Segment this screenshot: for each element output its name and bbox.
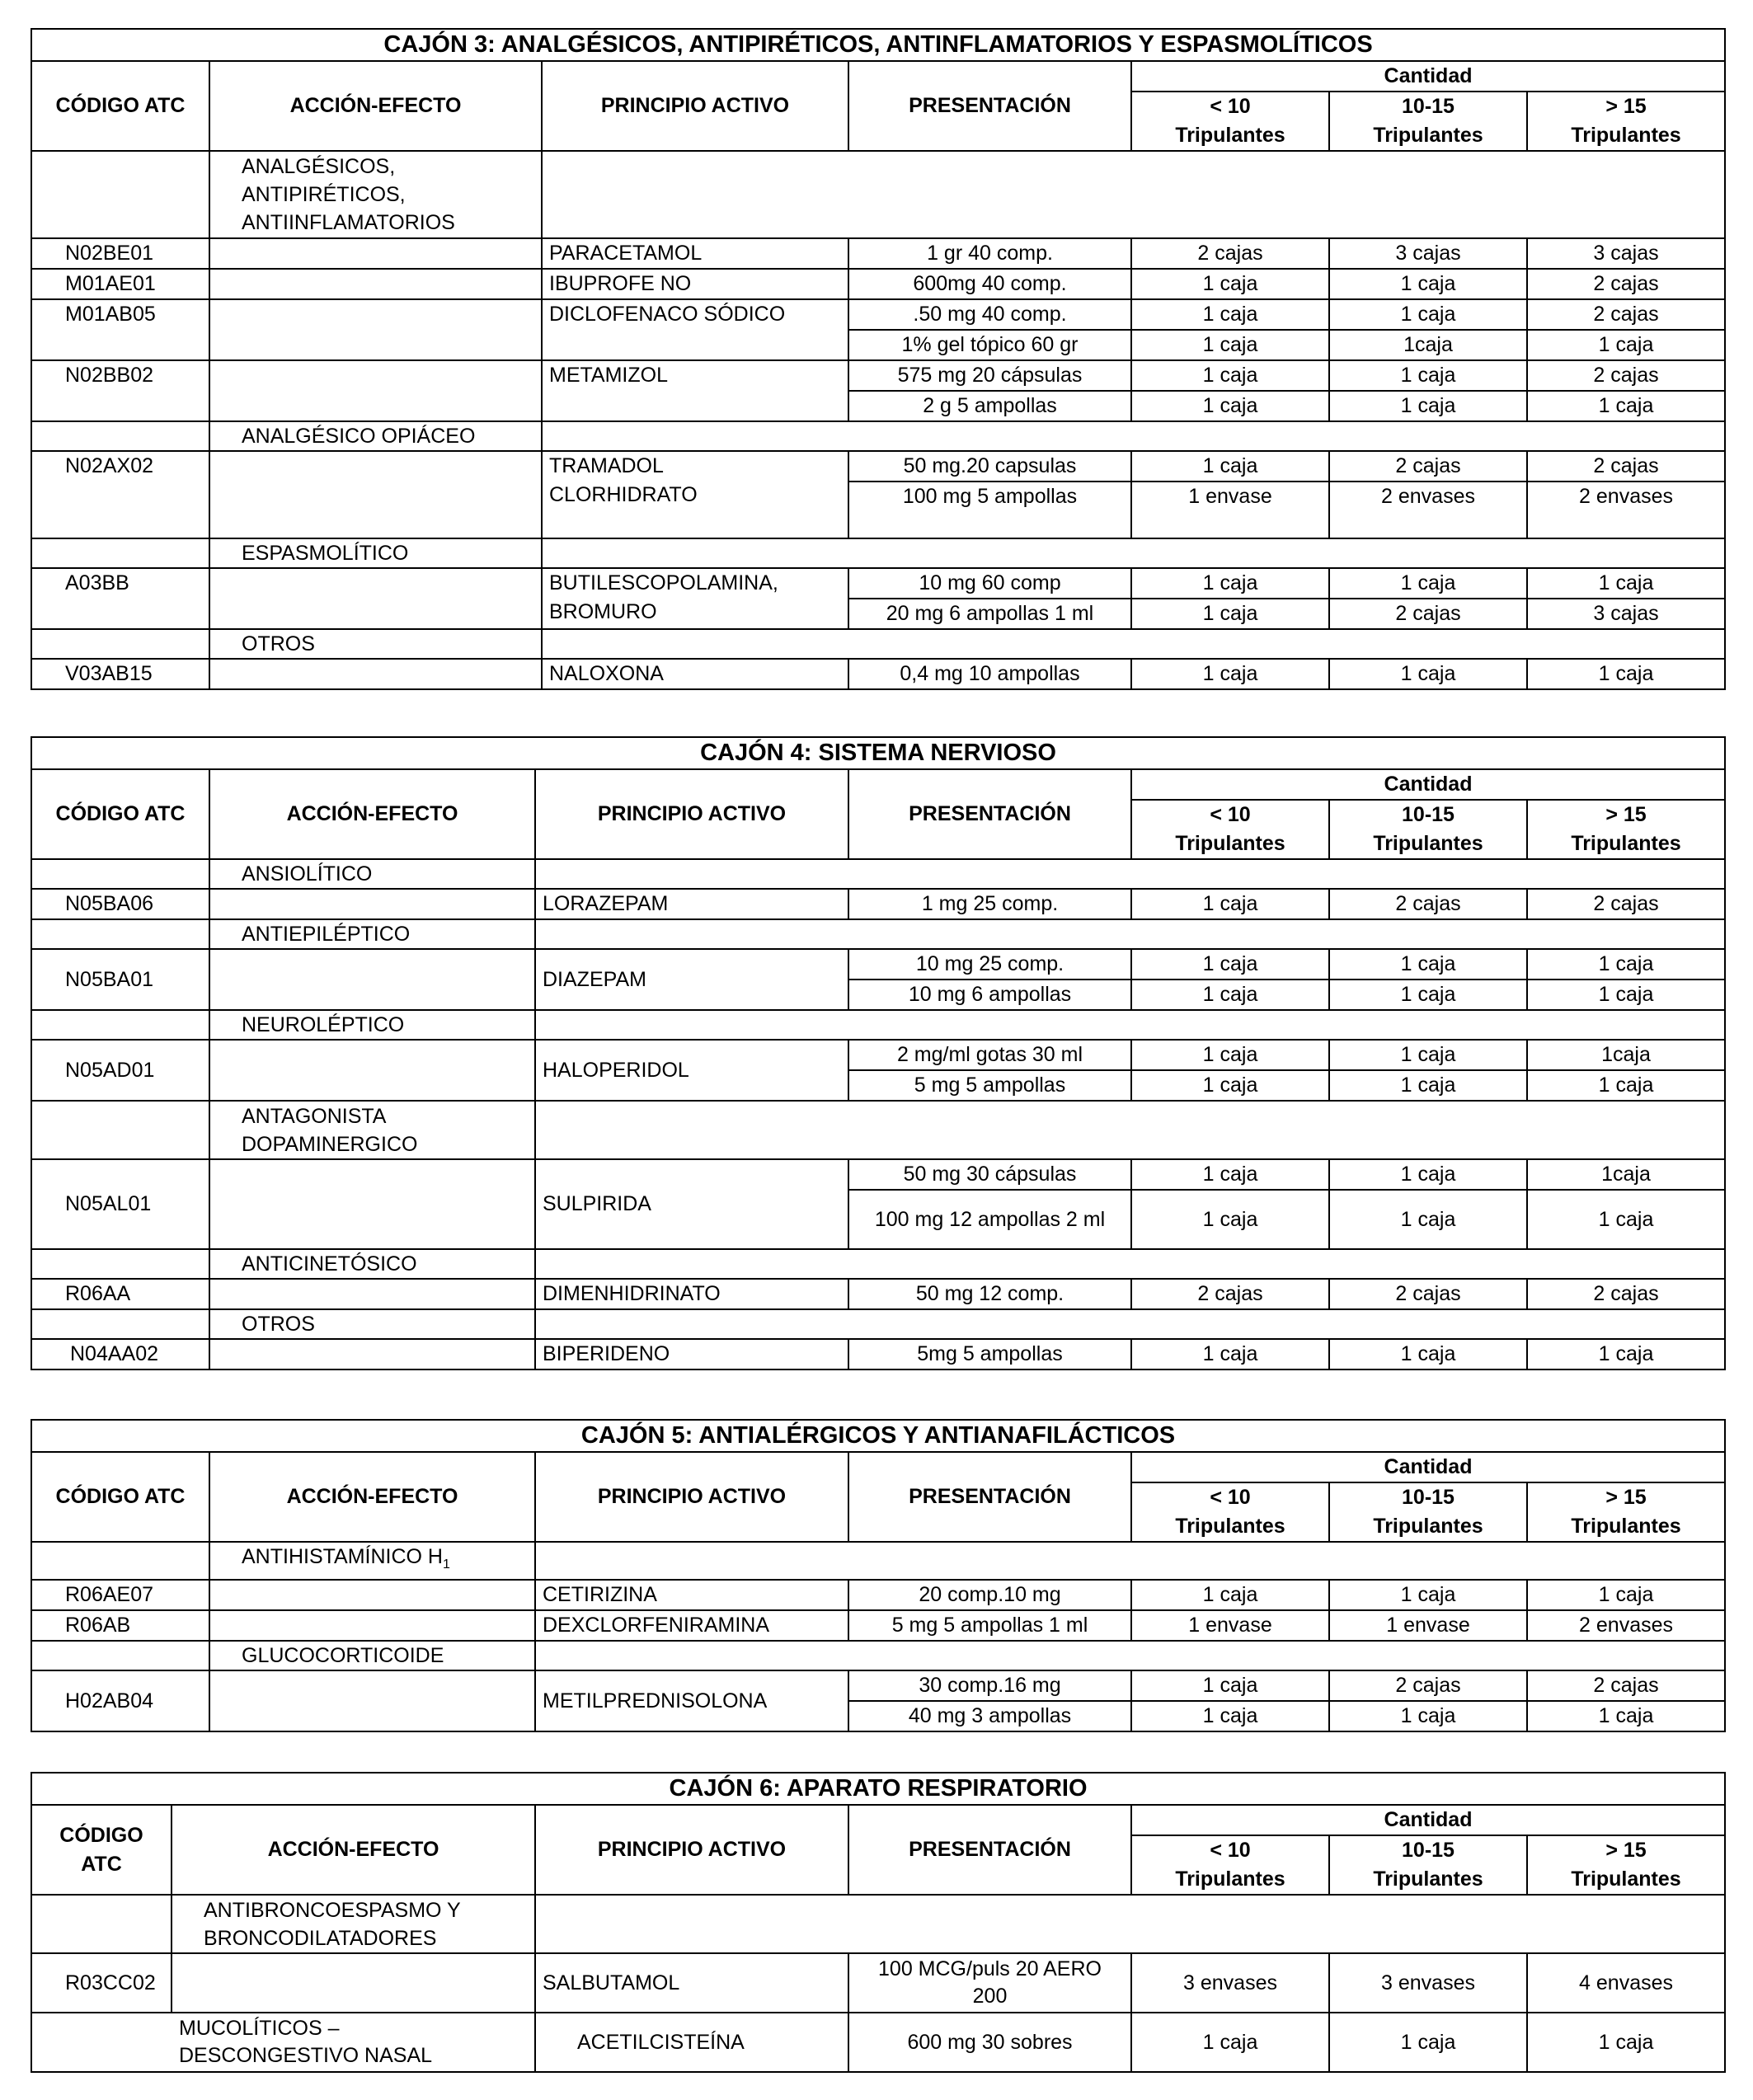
header-lt10: < 10 Tripulantes [1131, 800, 1329, 859]
header-cantidad: Cantidad [1131, 1452, 1725, 1482]
category-label: ANSIOLÍTICO [209, 859, 535, 889]
header-gt15: > 15 Tripulantes [1527, 1482, 1725, 1542]
table-row: N02BB02 METAMIZOL 575 mg 20 cápsulas 1 caja 1 caja 2 cajas [31, 360, 1725, 391]
header-cantidad: Cantidad [1131, 61, 1725, 92]
table-row: R03CC02 SALBUTAMOL 100 MCG/puls 20 AERO 200 3 envases 3 envases 4 envases [31, 1953, 1725, 2013]
category-row [31, 421, 1725, 451]
header-accion: ACCIÓN-EFECTO [172, 1805, 535, 1895]
table-row: N02BE01 PARACETAMOL 1 gr 40 comp. 2 cajas 3 cajas 3 cajas [31, 238, 1725, 269]
table-row: R06AB DEXCLORFENIRAMINA 5 mg 5 ampollas 1 ml 1 envase 1 envase 2 envases [31, 1610, 1725, 1641]
table-row: 100 mg 12 ampollas 2 ml 1 caja 1 caja 1 caja [31, 1190, 1725, 1249]
category-label: ANTICINETÓSICO [209, 1249, 535, 1279]
table-row: M01AE01 IBUPROFE NO 600mg 40 comp. 1 caja 1 caja 2 cajas [31, 269, 1725, 299]
header-accion: ACCIÓN-EFECTO [209, 1452, 535, 1542]
category-row [31, 1010, 1725, 1040]
cajon-3-table [31, 28, 1726, 690]
table-row: V03AB15 NALOXONA 0,4 mg 10 ampollas 1 caja 1 caja 1 caja [31, 659, 1725, 689]
header-accion: ACCIÓN-EFECTO [209, 61, 542, 151]
header-10-15: 10-15 Tripulantes [1329, 92, 1527, 151]
header-gt15: > 15 Tripulantes [1527, 1835, 1725, 1895]
category-label: ANTAGONISTA DOPAMINERGICO [209, 1101, 535, 1159]
table-row: N05BA01 DIAZEPAM 10 mg 25 comp. 1 caja 1 caja 1 caja [31, 949, 1725, 980]
table-row: N02AX02 TRAMADOL CLORHIDRATO 50 mg.20 capsulas 1 caja 2 cajas 2 cajas [31, 451, 1725, 482]
category-row [31, 1895, 1725, 1953]
table-row: N05AD01 HALOPERIDOL 2 mg/ml gotas 30 ml 1 caja 1 caja 1caja [31, 1040, 1725, 1070]
header-presentacion: PRESENTACIÓN [848, 1805, 1131, 1895]
header-row [31, 769, 1725, 800]
header-row [31, 61, 1725, 92]
category-label: ANTIEPILÉPTICO [209, 919, 535, 949]
category-label: ANTIBRONCOESPASMO Y BRONCODILATADORES [172, 1895, 535, 1953]
header-10-15: 10-15 Tripulantes [1329, 800, 1527, 859]
category-row [31, 1542, 1725, 1580]
category-row [31, 859, 1725, 889]
table-title-row [31, 1773, 1725, 1805]
table-row: H02AB04 METILPREDNISOLONA 30 comp.16 mg 1 caja 2 cajas 2 cajas [31, 1670, 1725, 1701]
header-codigo: CÓDIGO ATC [31, 769, 209, 859]
header-presentacion: PRESENTACIÓN [848, 61, 1131, 151]
header-codigo: CÓDIGO ATC [31, 1805, 172, 1895]
table-row: 10 mg 6 ampollas 1 caja 1 caja 1 caja [31, 980, 1725, 1010]
table-title-row [31, 1420, 1725, 1452]
table-title-row [31, 737, 1725, 769]
header-cantidad: Cantidad [1131, 1805, 1725, 1835]
header-10-15: 10-15 Tripulantes [1329, 1835, 1527, 1895]
table-title: CAJÓN 5: ANTIALÉRGICOS Y ANTIANAFILÁCTICOS [31, 1420, 1725, 1452]
header-principio: PRINCIPIO ACTIVO [535, 769, 848, 859]
table-row: 5 mg 5 ampollas 1 caja 1 caja 1 caja [31, 1070, 1725, 1101]
cajon-4-table [31, 736, 1726, 1370]
category-row [31, 1101, 1725, 1159]
category-row [31, 1641, 1725, 1670]
table-row: 1% gel tópico 60 gr 1 caja 1caja 1 caja [31, 330, 1725, 360]
header-gt15: > 15 Tripulantes [1527, 800, 1725, 859]
category-row [31, 1309, 1725, 1339]
header-principio: PRINCIPIO ACTIVO [542, 61, 848, 151]
header-accion: ACCIÓN-EFECTO [209, 769, 535, 859]
category-label: ANALGÉSICOS, ANTIPIRÉTICOS, ANTIINFLAMATORIOS [209, 151, 542, 238]
table-row: M01AB05 DICLOFENACO SÓDICO .50 mg 40 comp. 1 caja 1 caja 2 cajas [31, 299, 1725, 330]
header-row [31, 1805, 1725, 1835]
header-codigo: CÓDIGO ATC [31, 61, 209, 151]
header-lt10: < 10 Tripulantes [1131, 1835, 1329, 1895]
header-cantidad: Cantidad [1131, 769, 1725, 800]
header-principio: PRINCIPIO ACTIVO [535, 1452, 848, 1542]
header-principio: PRINCIPIO ACTIVO [535, 1805, 848, 1895]
cajon-6-table [31, 1772, 1726, 2073]
table-title: CAJÓN 3: ANALGÉSICOS, ANTIPIRÉTICOS, ANTINFLAMATORIOS Y ESPASMOLÍTICOS [31, 29, 1725, 61]
header-codigo: CÓDIGO ATC [31, 1452, 209, 1542]
category-row [31, 1249, 1725, 1279]
table-row: N05AL01 SULPIRIDA 50 mg 30 cápsulas 1 caja 1 caja 1caja [31, 1159, 1725, 1190]
table-row: N04AA02 BIPERIDENO 5mg 5 ampollas 1 caja 1 caja 1 caja [31, 1339, 1725, 1369]
table-title: CAJÓN 4: SISTEMA NERVIOSO [31, 737, 1725, 769]
header-row [31, 1452, 1725, 1482]
table-row: N05BA06 LORAZEPAM 1 mg 25 comp. 1 caja 2 cajas 2 cajas [31, 889, 1725, 919]
header-presentacion: PRESENTACIÓN [848, 1452, 1131, 1542]
table-title: CAJÓN 6: APARATO RESPIRATORIO [31, 1773, 1725, 1805]
category-row [31, 629, 1725, 659]
cajon-5-table [31, 1419, 1726, 1732]
category-label: ANTIHISTAMÍNICO $H_1$ [209, 1542, 535, 1580]
category-row [31, 538, 1725, 568]
header-presentacion: PRESENTACIÓN [848, 769, 1131, 859]
table-row: A03BB BUTILESCOPOLAMINA, BROMURO 10 mg 60 comp 1 caja 1 caja 1 caja [31, 568, 1725, 599]
header-gt15: > 15 Tripulantes [1527, 92, 1725, 151]
category-label: OTROS [209, 1309, 535, 1339]
table-row: R06AA DIMENHIDRINATO 50 mg 12 comp. 2 cajas 2 cajas 2 cajas [31, 1279, 1725, 1309]
table-row: R06AE07 CETIRIZINA 20 comp.10 mg 1 caja 1 caja 1 caja [31, 1580, 1725, 1610]
category-label: ESPASMOLÍTICO [209, 538, 542, 568]
header-lt10: < 10 Tripulantes [1131, 92, 1329, 151]
category-label: ANALGÉSICO OPIÁCEO [209, 421, 542, 451]
category-label: OTROS [209, 629, 542, 659]
table-row: 100 mg 5 ampollas 1 envase 2 envases 2 envases [31, 482, 1725, 538]
table-row: 2 g 5 ampollas 1 caja 1 caja 1 caja [31, 391, 1725, 421]
category-label: GLUCOCORTICOIDE [209, 1641, 535, 1670]
category-row [31, 919, 1725, 949]
table-row: 20 mg 6 ampollas 1 ml 1 caja 2 cajas 3 cajas [31, 599, 1725, 629]
table-title-row [31, 29, 1725, 61]
category-label: NEUROLÉPTICO [209, 1010, 535, 1040]
header-10-15: 10-15 Tripulantes [1329, 1482, 1527, 1542]
table-row: MUCOLÍTICOS – DESCONGESTIVO NASAL ACETILCISTEÍNA 600 mg 30 sobres 1 caja 1 caja 1 caja [31, 2013, 1725, 2072]
table-row: 40 mg 3 ampollas 1 caja 1 caja 1 caja [31, 1701, 1725, 1731]
header-lt10: < 10 Tripulantes [1131, 1482, 1329, 1542]
category-row [31, 151, 1725, 238]
